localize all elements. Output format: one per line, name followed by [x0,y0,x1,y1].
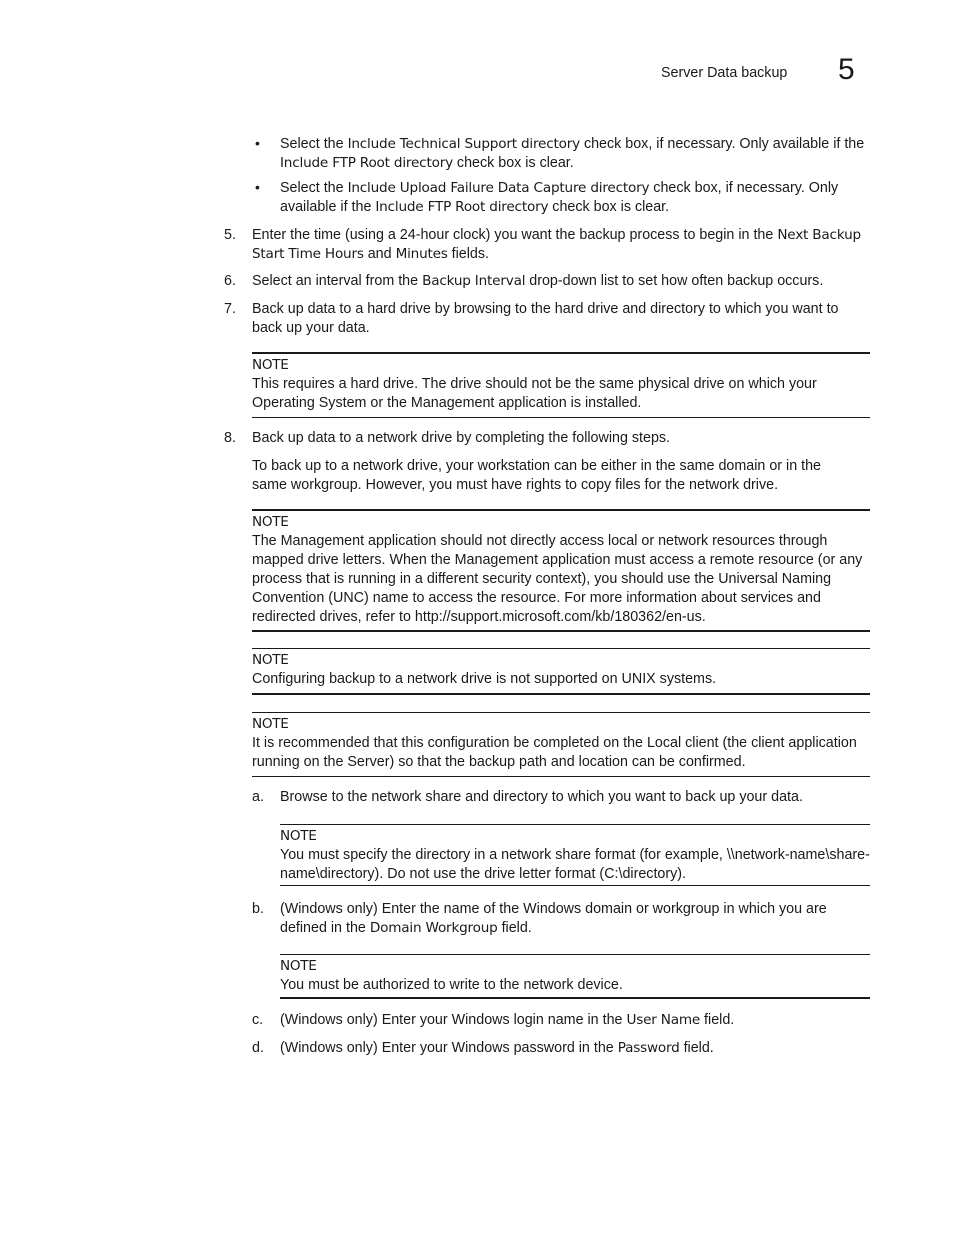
substep-letter: c. [252,1012,264,1028]
chapter-number: 5 [838,53,855,86]
ui-label: Domain Workgroup [369,920,498,936]
note-label: NOTE [280,958,317,974]
substep-d [280,1039,870,1058]
step-7: Back up data to a hard drive by browsing to the hard drive and directory to which you want to back up your data. [252,301,839,336]
text: field. [497,920,532,936]
substep-letter: d. [252,1040,264,1056]
text: Select the [280,136,348,152]
note-text: It is recommended that this configuration be completed on the Local client (the client application running on the Server) so that the backup path and location can be confirmed. [252,735,857,770]
note-label: NOTE [280,828,317,844]
text: field. [679,1040,714,1056]
text: fields. [447,246,490,262]
step-6 [252,272,867,291]
ui-label: Minutes [395,246,448,262]
text: Select the [280,180,348,196]
text: field. [700,1012,735,1028]
substep-b [280,900,860,938]
note-label: NOTE [252,357,289,373]
text: check box, if necessary. Only available if the [579,136,865,152]
paragraph: To back up to a network drive, your workstation can be either in the same domain or in the same workgroup. However, you must have rights to copy files for the network drive. [252,458,821,493]
note-label: NOTE [252,514,289,530]
step-number: 6. [224,273,236,289]
ui-label: Include Technical Support directory [347,136,580,152]
text: (Windows only) Enter your Windows login name in the [280,1012,627,1028]
text: Enter the time (using a 24-hour clock) you want the backup process to begin in the [252,227,778,243]
step-5 [252,226,867,264]
text: (Windows only) Enter your Windows password in the [280,1040,618,1056]
step-number: 7. [224,301,236,317]
text: Select an interval from the [252,273,423,289]
note-label: NOTE [252,652,289,668]
note-box [280,824,870,886]
ui-label: Include FTP Root directory [375,199,549,215]
note-box [252,352,870,418]
text: check box is clear. [452,155,574,171]
note-text: You must specify the directory in a network share format (for example, \\network-name\share-name\directory). Do not use the drive letter format (C:\directory). [280,847,870,882]
note-box [280,954,870,999]
note-text: The Management application should not directly access local or network resources through mapped drive letters. When the Management application must access a remote resource (or any process that is running in a different security context), you should use the Universal Naming Convention (UNC) name to access the resource. For more information about services and redirected drives, refer to http://support.microsoft.com/kb/180362/en-us. [252,533,863,625]
text: and [363,246,396,262]
ui-label: Next Backup Start Time Hours [252,227,861,262]
substep-a: Browse to the network share and directory to which you want to back up your data. [280,789,803,805]
step-number: 5. [224,227,236,243]
substep-letter: b. [252,901,264,917]
ui-label: Include FTP Root directory [280,155,453,171]
ui-label: Backup Interval [422,273,526,289]
bullet-marker: • [255,179,260,195]
section-title: Server Data backup [661,65,788,81]
text: drop-down list to set how often backup occurs. [525,273,824,289]
ui-label: Password [617,1040,680,1056]
bullet-item [280,179,870,217]
text: check box is clear. [548,199,670,215]
note-text: This requires a hard drive. The drive should not be the same physical drive on which your Operating System or the Management application is installed. [252,376,817,411]
step-8: Back up data to a network drive by completing the following steps. [252,430,671,446]
note-text: Configuring backup to a network drive is not supported on UNIX systems. [252,671,717,687]
bullet-marker: • [255,135,260,151]
note-box [252,712,870,777]
text: (Windows only) Enter the name of the Windows domain or workgroup in which you are defined in the [280,901,827,936]
note-box [252,509,870,632]
note-text: You must be authorized to write to the network device. [280,977,623,993]
ui-label: Include Upload Failure Data Capture directory [347,180,650,196]
substep-c [280,1011,870,1030]
substep-letter: a. [252,789,264,805]
step-number: 8. [224,430,236,446]
ui-label: User Name [626,1012,701,1028]
note-box [252,648,870,695]
text: check box, if necessary. Only available if the [280,180,839,215]
note-label: NOTE [252,716,289,732]
bullet-item [280,135,870,173]
